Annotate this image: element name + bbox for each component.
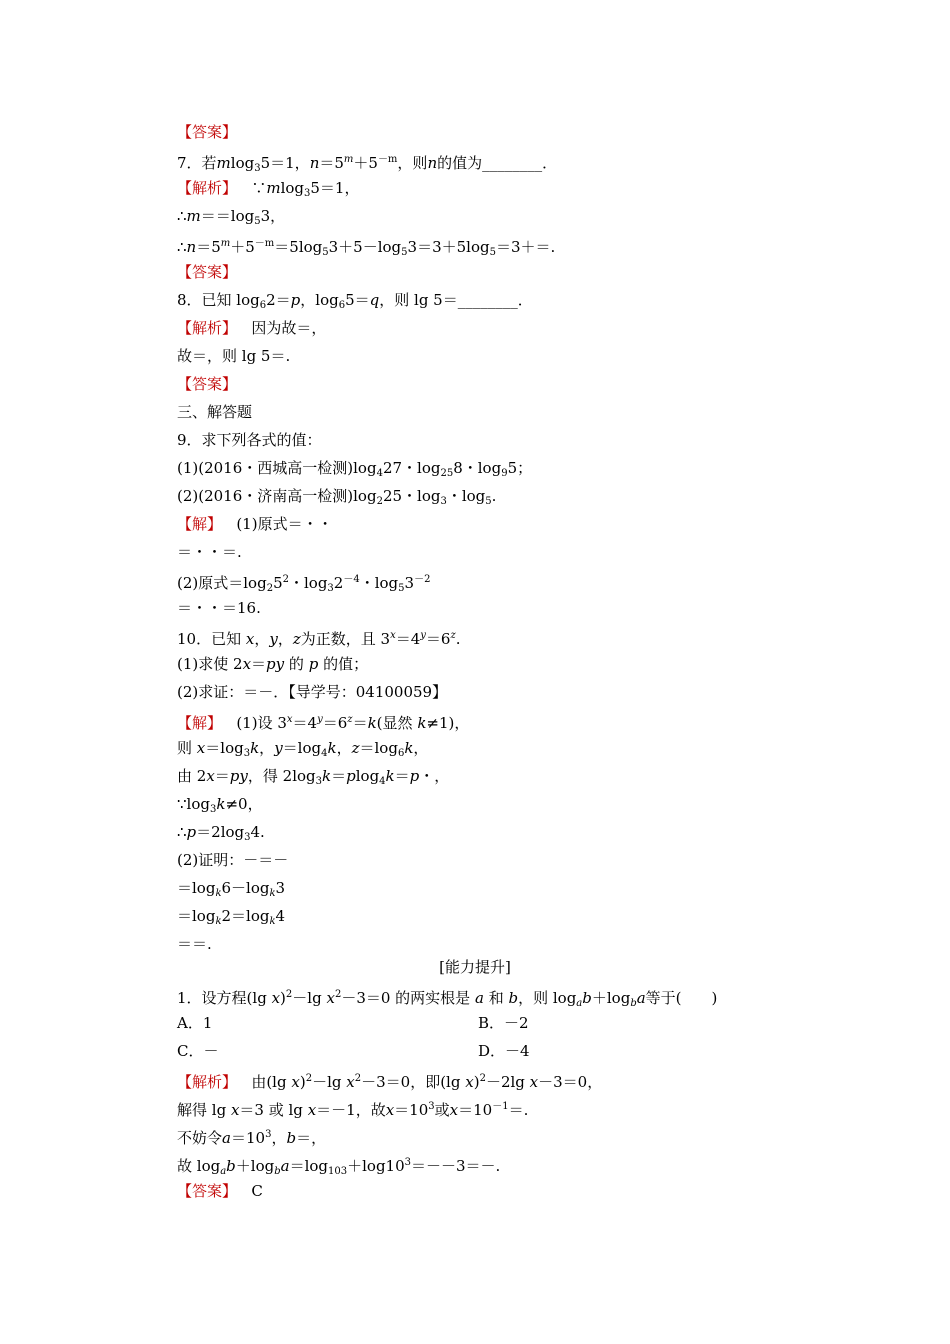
- option-b: B．－2: [478, 1014, 529, 1032]
- q10-part2: (2)求证：＝－．【导学号：04100059】: [177, 683, 448, 701]
- ability-heading: [能力提升]: [439, 958, 511, 976]
- option-d: D．－4: [478, 1042, 530, 1060]
- answer-tag-1: 【答案】: [177, 123, 238, 141]
- q10-solution-5: $\therefore p=2\log_34$.: [177, 823, 265, 843]
- q9-part2: (2)(2016・济南高一检测)$\log_225$・$\log_3$・$\log_5$.: [177, 487, 497, 507]
- answer-tag-2: 【答案】: [177, 263, 238, 281]
- q10-solution-7: $=\log_k6-\log_k3$: [177, 879, 286, 899]
- q7-analysis-1: 【解析】 ∵mlog$_3$5＝1，: [177, 179, 360, 199]
- q10-stem: 10．已知 x，y，z为正数，且 $3^x=4^y=6^z$.: [177, 630, 461, 648]
- option-c: C．－: [177, 1042, 219, 1060]
- q9-solution-3: (2)原式$=\log_25^2$・$\log_32^{-4}$・$\log_53^{-2}$: [177, 574, 431, 594]
- q8-stem: 8．已知 $\log_62=p$，$\log_65=q$，则 lg 5＝________．: [177, 291, 533, 311]
- q10-solution-9: ＝＝.: [177, 935, 212, 953]
- answer-tag-3: 【答案】: [177, 375, 238, 393]
- q10-solution-3: 由 2x＝py，得 $2\log_3k=plog_4k=p$・，: [177, 767, 450, 787]
- q10-solution-1: 【解】 (1)设 $3^x=4^y=6^z=k$(显然 k≠1)，: [177, 714, 470, 732]
- q10-part1: (1)求使 2x＝py 的 p 的值；: [177, 655, 369, 673]
- q10-solution-6: (2)证明：－＝－: [177, 851, 289, 869]
- q9-solution-1: 【解】 (1)原式＝・・: [177, 515, 333, 533]
- ability-q1-analysis-1: 【解析】 由(lg x)$^2$－lg $x^2-3=0$，即(lg x)$^2$－2lg x－3＝0，: [177, 1073, 603, 1091]
- q10-solution-2: 则 $x=\log_3k$，$y=\log_4k$，$z=\log_6k$，: [177, 739, 429, 759]
- ability-q1-stem: 1．设方程(lg x)$^2$－lg $x^2-3=0$ 的两实根是 a 和 b，则 $\log_ab+\log_ba$等于( ): [177, 989, 718, 1009]
- q10-solution-4: $\because\log_3k\ne 0$，: [177, 795, 263, 815]
- q9-stem: 9．求下列各式的值：: [177, 431, 322, 449]
- section-heading: 三、解答题: [177, 403, 253, 421]
- q9-solution-4: ＝・・＝16.: [177, 599, 261, 617]
- q9-part1: (1)(2016・西城高一检测)$\log_427$・$\log_{25}8$・$\log_95$；: [177, 459, 533, 479]
- q9-solution-2: ＝・・＝.: [177, 543, 242, 561]
- q8-analysis-2: 故＝，则 lg 5＝.: [177, 347, 291, 365]
- ability-q1-analysis-3: 不妨令$a=10^3$，b＝，: [177, 1129, 327, 1147]
- q8-analysis-1: 【解析】 因为故＝，: [177, 319, 327, 337]
- q7-stem: 7．若mlog$_3$5＝1，$n=5^m+5^{-m}$，则n的值为________．: [177, 154, 558, 174]
- q7-analysis-2: $\therefore m==\log_53$，: [177, 207, 286, 227]
- option-a: A．1: [177, 1014, 213, 1032]
- q10-solution-8: $=\log_k2=\log_k4$: [177, 907, 286, 927]
- ability-q1-analysis-4: 故 $\log_ab+\log_ba=\log_{103}+\log 10^3=--3=-$.: [177, 1157, 501, 1177]
- ability-q1-analysis-2: 解得 lg x＝3 或 lg x＝－1，故$x=10^3$或$x=10^{-1}=$.: [177, 1101, 529, 1119]
- q7-analysis-3: $\therefore n=5^m+5^{-m}=5\log_53+5-\log_53=3+5\log_5=3+=$.: [177, 238, 556, 258]
- answer-tag-final: 【答案】 C: [177, 1182, 263, 1200]
